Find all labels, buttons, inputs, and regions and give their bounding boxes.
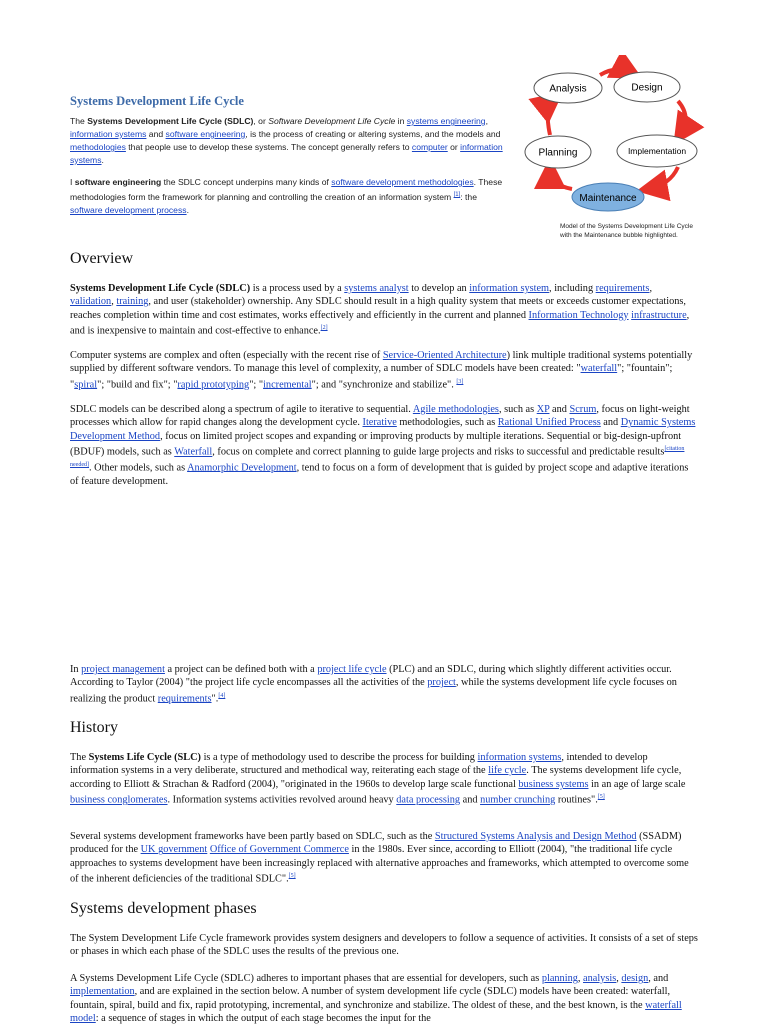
text: a project can be defined both with a: [164, 664, 318, 675]
reference-4[interactable]: [4]: [218, 692, 226, 699]
link-systems-engineering[interactable]: systems engineering: [406, 116, 486, 126]
link-planning[interactable]: planning: [541, 973, 578, 984]
text: , focus on light-weight processes which allow for rapid changes along the development cycle.: [70, 404, 690, 429]
overview-paragraph-3: [70, 403, 698, 488]
text: to develop an: [408, 283, 470, 294]
text: , and are explained in the section below. A number of system development life cycle (SDLC) models have been created: waterfall, fountain, spiral, build and fix, rapid prototyping, incremental, and synchronize and stabilize. The oldest of these, and the best known, is the: [70, 986, 671, 1011]
text: : a sequence of stages in which the output of each stage becomes the input for the: [95, 1013, 431, 1025]
intro-paragraph-2: [70, 176, 510, 217]
text: , including: [549, 283, 596, 294]
node-planning: [525, 136, 591, 168]
diagram-caption: Model of the Systems Development Life Cycle with the Maintenance bubble highlighted.: [560, 223, 693, 239]
italic-term: Software Development Life Cycle: [268, 116, 396, 126]
text: ,: [485, 116, 488, 126]
text: : the: [460, 191, 477, 202]
link-methodologies[interactable]: methodologies: [70, 142, 126, 152]
text: routines".: [555, 794, 598, 806]
node-analysis-label: Analysis: [549, 83, 587, 95]
link-software-development-process[interactable]: software development process: [70, 204, 187, 215]
text: ,: [616, 973, 622, 984]
link-information-systems[interactable]: information systems: [70, 129, 147, 139]
text: ".: [211, 693, 219, 705]
overview-paragraph-4: [70, 663, 698, 706]
bold-term: Systems Development Life Cycle (SDLC): [87, 116, 254, 126]
link-service-oriented-architecture[interactable]: Service-Oriented Architecture: [382, 350, 507, 361]
text: SDLC models can be described along a spectrum of agile to iterative to sequential.: [70, 404, 413, 415]
arrow-implementation-maintenance: [648, 167, 678, 189]
text: in an age of large scale: [588, 778, 686, 790]
link-ogc[interactable]: Office of Government Commerce: [209, 844, 349, 856]
link-validation[interactable]: validation: [70, 296, 112, 308]
node-implementation-label: Implementation: [627, 146, 687, 156]
text: is a process used by a: [250, 283, 345, 294]
link-design[interactable]: design: [621, 973, 649, 984]
link-analysis[interactable]: analysis: [583, 973, 617, 984]
text: (PLC) and an SDLC, during which slightly different activities occur. According to Taylor (2004) "the project life cycle encompasses all the activities of the: [70, 664, 672, 689]
link-systems-analyst[interactable]: systems analyst: [344, 283, 409, 294]
arrow-analysis-design: [600, 69, 632, 75]
link-anamorphic-development[interactable]: Anamorphic Development: [187, 462, 297, 474]
intro-section: [70, 93, 510, 226]
link-infrastructure[interactable]: infrastructure: [631, 309, 687, 321]
link-requirements-2[interactable]: requirements: [157, 693, 212, 705]
link-information-systems-2[interactable]: information systems: [70, 142, 503, 165]
link-implementation[interactable]: implementation: [70, 986, 135, 998]
link-computer[interactable]: computer: [411, 142, 448, 152]
bold-term: Systems Life Cycle (SLC): [88, 752, 201, 763]
text: ,: [577, 973, 584, 984]
bold-term: software engineering: [74, 177, 162, 187]
link-information-systems-3[interactable]: information systems: [477, 752, 562, 763]
link-xp[interactable]: XP: [536, 404, 550, 415]
link-information-technology[interactable]: Information Technology: [528, 309, 629, 321]
text: methodologies, such as: [396, 417, 498, 429]
text: ,: [111, 296, 117, 308]
link-scrum[interactable]: Scrum: [569, 404, 597, 415]
phases-paragraph-2: [70, 972, 698, 1026]
text: , or: [253, 116, 269, 126]
link-requirements[interactable]: requirements: [595, 283, 650, 294]
text: . These methodologies form the framework for planning and controlling the creation of an information system: [70, 177, 503, 202]
text: , and user (stakeholder) ownership. Any SDLC should result in a high quality system that meets or exceeds customer expectations, reaches completion within time and cost estimates, works effectively and efficiently in the current and planned: [70, 296, 686, 321]
node-planning-label: Planning: [538, 147, 578, 159]
text: or: [447, 142, 461, 152]
text: in: [395, 116, 407, 126]
text: Computer systems are complex and often (especially with the recent rise of: [70, 350, 383, 361]
text: Several systems development frameworks have been partly based on SDLC, such as the: [70, 831, 435, 842]
link-agile-methodologies[interactable]: Agile methodologies: [412, 404, 499, 415]
link-waterfall-model[interactable]: waterfall model: [70, 999, 682, 1025]
link-project-management[interactable]: project management: [81, 664, 165, 675]
link-software-engineering[interactable]: software engineering: [165, 129, 246, 139]
link-business-systems[interactable]: business systems: [518, 778, 589, 790]
citation-needed[interactable]: [citation needed]: [70, 446, 685, 469]
text: is a type of methodology used to describe the process for building: [201, 752, 478, 763]
text: , tend to focus on a form of development that is guided by project scope and adaptive iterations of feature development.: [70, 462, 689, 487]
text: (SSADM) produced for the: [70, 831, 682, 856]
reference-5[interactable]: [5]: [597, 794, 605, 801]
text: and: [146, 129, 166, 139]
text: , and is inexpensive to maintain and cost-effective to enhance.: [70, 309, 690, 337]
text: . Information systems activities revolved around heavy: [167, 794, 397, 806]
reference-1[interactable]: [1]: [453, 192, 461, 198]
link-software-development-methodologies[interactable]: software development methodologies: [331, 177, 474, 187]
bold-term: Systems Development Life Cycle (SDLC): [70, 283, 251, 294]
link-training[interactable]: training: [116, 296, 149, 308]
text: , intended to develop information systems in a very deliberate, structured and methodical way, reiterating each stage of the: [70, 752, 648, 777]
link-spiral[interactable]: spiral: [74, 379, 98, 391]
text: "; ": [249, 379, 264, 391]
text: , focus on limited project scopes and expanding or improving products by multiple iterations. Sequential or big-design-upfront (BDUF) models, such as: [70, 430, 682, 458]
node-analysis: [534, 73, 602, 103]
link-data-processing[interactable]: data processing: [396, 794, 461, 806]
link-ssadm[interactable]: Structured Systems Analysis and Design Method: [434, 831, 637, 842]
text: A Systems Development Life Cycle (SDLC) adheres to important phases that are essential for developers, such as: [70, 973, 542, 984]
text: , while the systems development life cycle focuses on realizing the product: [70, 677, 677, 705]
text: The: [70, 116, 88, 126]
text: The: [70, 752, 89, 763]
reference-5b[interactable]: [5]: [288, 873, 296, 880]
link-information-system[interactable]: information system: [469, 283, 550, 294]
link-dsdm[interactable]: Dynamic Systems Development Method: [70, 417, 696, 442]
link-business-conglomerates[interactable]: business conglomerates: [70, 794, 168, 806]
text: that people use to develop these systems. The concept generally refers to: [125, 142, 412, 152]
reference-3[interactable]: [3]: [456, 378, 464, 385]
article-title: Systems Development Life Cycle: [70, 94, 244, 108]
link-waterfall-2[interactable]: Waterfall: [174, 446, 213, 458]
node-design-label: Design: [631, 82, 663, 94]
text: . The systems development life cycle, according to Elliott & Strachan & Radford (2004), "originated in the 1960s to develop large scale functional: [70, 765, 682, 790]
arrow-planning-analysis: [548, 99, 554, 135]
text: and: [549, 404, 570, 415]
text: ,: [649, 283, 653, 294]
node-maintenance-label: Maintenance: [579, 193, 637, 204]
text: , and: [648, 973, 669, 984]
node-design: [614, 72, 680, 102]
text: "; "build and fix"; ": [97, 379, 178, 391]
link-uk-government[interactable]: UK government: [140, 844, 208, 856]
overview-heading: Overview: [70, 250, 134, 267]
link-project[interactable]: project: [427, 677, 456, 689]
history-paragraph-1: [70, 751, 698, 807]
link-life-cycle[interactable]: life cycle: [488, 765, 527, 777]
node-implementation: [617, 135, 697, 167]
link-iterative[interactable]: Iterative: [362, 417, 397, 429]
text: the SDLC concept underpins many kinds of: [161, 177, 332, 187]
text: in the 1980s. Ever since, according to Elliott (2004), "the traditional life cycle approaches to systems development have been increasingly replaced with alternative approaches and frameworks, which attempted to overcome some of the inherent deficiencies of the traditional SDLC".: [70, 844, 689, 885]
overview-paragraph-2: [70, 349, 698, 392]
node-maintenance: [572, 183, 644, 211]
text: "; "fountain"; ": [70, 363, 673, 391]
text: , focus on complete and correct planning to guide large projects and risks to successful and predictable results: [212, 446, 665, 458]
link-incremental[interactable]: incremental: [263, 379, 312, 391]
link-waterfall[interactable]: waterfall: [580, 363, 618, 375]
arrow-maintenance-planning: [550, 169, 572, 189]
link-rapid-prototyping[interactable]: rapid prototyping: [177, 379, 250, 391]
text: ) link multiple traditional systems potentially supplied by different software vendors. To manage this level of complexity, a number of SDLC models have been created: ": [70, 350, 693, 375]
text: In: [70, 664, 82, 675]
text: , is the process of creating or altering systems, and the models and: [245, 129, 501, 139]
text: I: [70, 177, 75, 187]
sdlc-cycle-diagram: [520, 55, 710, 220]
history-heading: History: [70, 719, 118, 736]
text: . Other models, such as: [89, 462, 188, 474]
link-rational-unified-process[interactable]: Rational Unified Process: [497, 417, 601, 429]
text: , such as: [498, 404, 537, 415]
text: and: [460, 794, 481, 806]
intro-paragraph-1: [70, 115, 510, 167]
text: and: [600, 417, 621, 429]
link-project-life-cycle[interactable]: project life cycle: [317, 664, 387, 675]
link-number-crunching[interactable]: number crunching: [480, 794, 556, 806]
reference-2[interactable]: [2]: [320, 325, 328, 332]
overview-paragraph-1: [70, 282, 698, 338]
text: "; and "synchronize and stabilize".: [311, 379, 457, 391]
text: .: [101, 155, 104, 165]
history-paragraph-2: [70, 830, 698, 886]
arrow-design-implementation: [678, 101, 686, 135]
phases-heading: Systems development phases: [70, 900, 257, 917]
text: .: [186, 204, 189, 215]
phases-paragraph-1: The System Development Life Cycle framework provides system designers and developers to follow a sequence of activities. It consists of a set of steps or phases in which each phase of the SDLC uses the results of the previous one.: [70, 933, 698, 958]
